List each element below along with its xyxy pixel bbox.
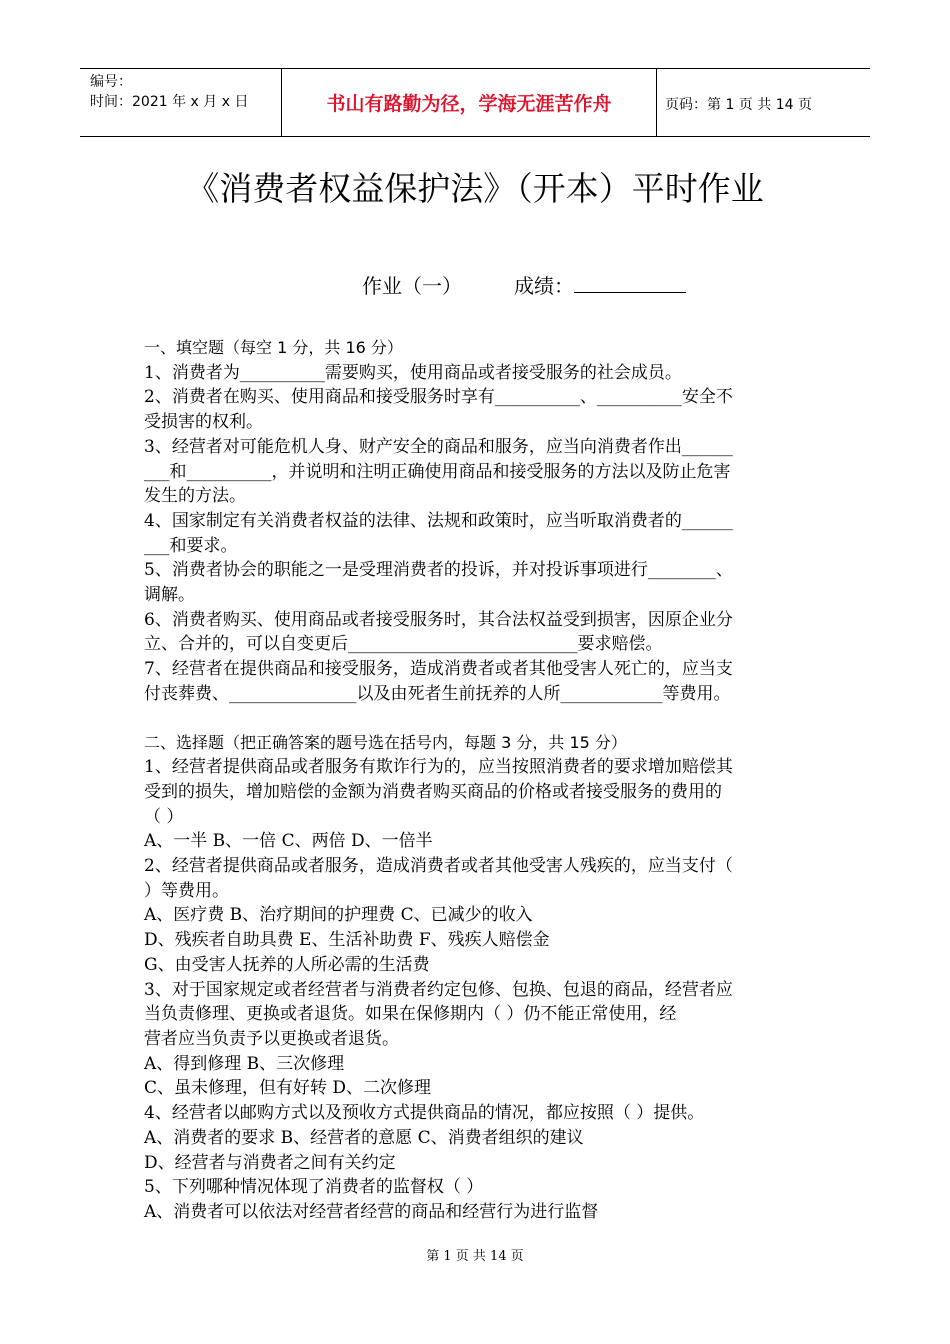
text-line: 调解。 — [144, 585, 195, 606]
text-line: ___和要求。 — [144, 535, 238, 556]
text-line: 2、消费者在购买、使用商品和接受服务时享有__________、__________安全不 — [144, 387, 733, 408]
text-line: 5、消费者协会的职能之一是受理消费者的投诉，并对投诉事项进行________、 — [144, 560, 733, 581]
text-line: 3、对于国家规定或者经营者与消费者约定包修、包换、包退的商品，经营者应 — [144, 979, 733, 1000]
time-label: 时间：2021 年 x 月 x 日 — [90, 94, 249, 110]
text-line: 6、消费者购买、使用商品或者接受服务时，其合法权益受到损害，因原企业分 — [144, 609, 733, 630]
text-line: 7、经营者在提供商品和接受服务，造成消费者或者其他受害人死亡的，应当支 — [144, 659, 733, 680]
assignment-heading — [362, 270, 686, 299]
text-line: D、残疾者自助具费 E、生活补助费 F、残疾人赔偿金 — [144, 930, 550, 951]
text-line: 当负责修理、更换或者退货。如果在保修期内（ ）仍不能正常使用，经 — [144, 1004, 677, 1025]
text-line: G、由受害人抚养的人所必需的生活费 — [144, 954, 430, 975]
text-line: 5、下列哪种情况体现了消费者的监督权（ ） — [144, 1177, 484, 1198]
text-line: A、消费者可以依法对经营者经营的商品和经营行为进行监督 — [144, 1201, 599, 1222]
text-line: 发生的方法。 — [144, 486, 246, 507]
text-line: A、得到修理 B、三次修理 — [144, 1053, 345, 1074]
score-label: 成绩： — [514, 274, 574, 298]
text-line: C、虽未修理，但有好转 D、二次修理 — [144, 1078, 432, 1099]
page-footer: 第 1 页 共 14 页 — [426, 1249, 524, 1264]
text-line: ）等费用。 — [144, 880, 229, 901]
document-title: 《消费者权益保护法》（开本）平时作业 — [186, 169, 764, 208]
text-line: ___和__________，并说明和注明正确使用商品和接受服务的方法以及防止危害 — [144, 461, 731, 482]
score-blank — [574, 272, 686, 293]
text-line: 受损害的权利。 — [144, 412, 263, 433]
text-line: 4、经营者以邮购方式以及预收方式提供商品的情况，都应按照（ ）提供。 — [144, 1103, 705, 1124]
document-body — [144, 336, 814, 1225]
section-heading: 一、填空题（每空 1 分，共 16 分） — [144, 338, 403, 357]
header-motto: 书山有路勤为径，学海无涯苦作舟 — [281, 69, 657, 136]
header-page-info: 页码：第 1 页 共 14 页 — [665, 97, 812, 113]
text-line: A、消费者的要求 B、经营者的意愿 C、消费者组织的建议 — [144, 1127, 584, 1148]
text-line: A、一半 B、一倍 C、两倍 D、一倍半 — [144, 831, 433, 852]
text-line: 立、合并的，可以自变更后___________________________要求赔偿。 — [144, 634, 663, 655]
text-line: 1、经营者提供商品或者服务有欺诈行为的，应当按照消费者的要求增加赔偿其 — [144, 757, 733, 778]
assignment-label: 作业（一） — [362, 274, 462, 298]
text-line: （ ） — [144, 806, 184, 827]
text-line: 受到的损失，增加赔偿的金额为消费者购买商品的价格或者接受服务的费用的 — [144, 781, 722, 802]
text-line: 2、经营者提供商品或者服务，造成消费者或者其他受害人残疾的，应当支付（ — [144, 856, 733, 877]
document-header — [80, 68, 870, 137]
header-meta — [80, 69, 281, 136]
text-line: A、医疗费 B、治疗期间的护理费 C、已减少的收入 — [144, 905, 533, 926]
text-line: 1、消费者为__________需要购买，使用商品或者接受服务的社会成员。 — [144, 362, 682, 383]
section-heading: 二、选择题（把正确答案的题号选在括号内，每题 3 分，共 15 分） — [144, 732, 627, 752]
number-label: 编号： — [90, 74, 132, 90]
text-line: 营者应当负责予以更换或者退货。 — [144, 1028, 399, 1049]
text-line: 3、经营者对可能危机人身、财产安全的商品和服务，应当向消费者作出______ — [144, 436, 733, 457]
text-line: D、经营者与消费者之间有关约定 — [144, 1152, 396, 1173]
text-line: 4、国家制定有关消费者权益的法律、法规和政策时，应当听取消费者的______ — [144, 510, 733, 531]
text-line: 付丧葬费、_______________以及由死者生前抚养的人所____________等费用。 — [144, 683, 731, 704]
